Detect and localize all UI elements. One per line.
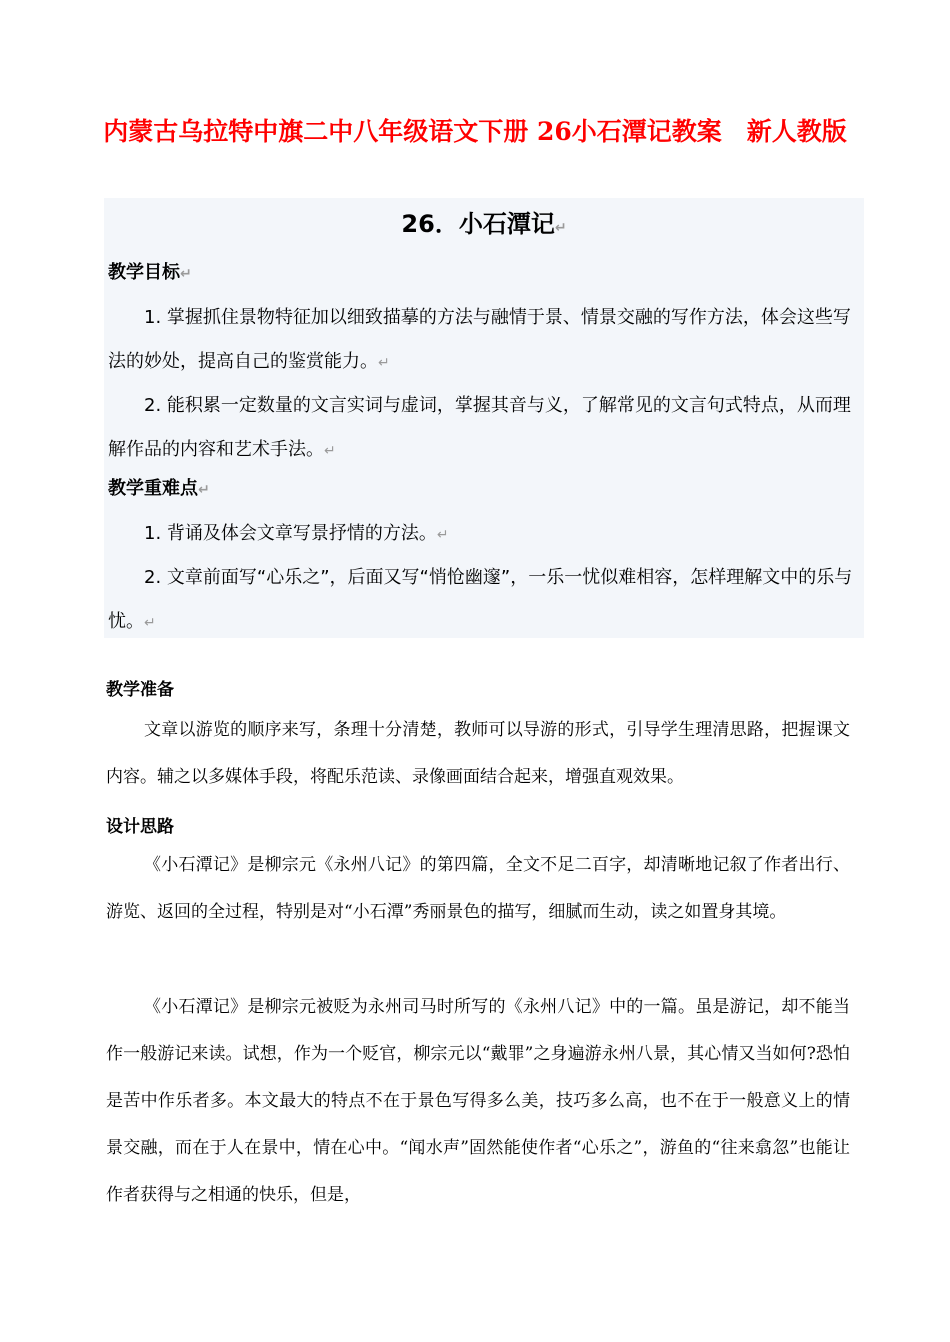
document-title: 内蒙古乌拉特中旗二中八年级语文下册 26小石潭记教案 新人教版 — [103, 117, 847, 146]
goal-item-1: 1. 掌握抓住景物特征加以细致描摹的方法与融情于景、情景交融的写作方法，体会这些写法的妙处，提高自己的鉴赏能力。↵ — [108, 307, 851, 372]
scanned-lesson-image — [104, 198, 864, 638]
paragraph-mark: ↵ — [554, 220, 567, 236]
key-points-heading: 教学重难点↵ — [108, 478, 210, 499]
goal-item-2: 2. 能积累一定数量的文言实词与虚词，掌握其音与义，了解常见的文言句式特点，从而理解作品的内容和艺术手法。↵ — [108, 395, 851, 460]
design-paragraph-2: 《小石潭记》是柳宗元被贬为永州司马时所写的《永州八记》中的一篇。虽是游记，却不能当作一般游记来读。试想，作为一个贬官，柳宗元以“戴罪”之身遍游永州八景，其心情又当如何?恐怕是苦中作乐者多。本文最大的特点不在于景色写得多么美，技巧多么高，也不在于一般意义上的情景交融，而在于人在景中，情在心中。“闻水声”固然能使作者“心乐之”，游鱼的“往来翕忽”也能让作者获得与之相通的快乐，但是， — [106, 997, 850, 1205]
lesson-title: 26．小石潭记↵ — [401, 210, 567, 238]
goals-heading: 教学目标↵ — [108, 262, 192, 283]
key-point-2: 2. 文章前面写“心乐之”，后面又写“悄怆幽邃”，一乐一忧似难相容，怎样理解文中的乐与忧。↵ — [108, 567, 853, 632]
design-paragraph-1: 《小石潭记》是柳宗元《永州八记》的第四篇，全文不足二百字，却清晰地记叙了作者出行、游览、返回的全过程，特别是对“小石潭”秀丽景色的描写，细腻而生动，读之如置身其境。 — [106, 855, 850, 922]
key-point-1: 1. 背诵及体会文章写景抒情的方法。↵ — [144, 523, 449, 544]
prep-text: 文章以游览的顺序来写，条理十分清楚，教师可以导游的形式，引导学生理清思路，把握课文内容。辅之以多媒体手段，将配乐范读、录像画面结合起来，增强直观效果。 — [106, 720, 850, 787]
design-heading: 设计思路 — [106, 817, 174, 837]
prep-heading: 教学准备 — [106, 680, 174, 700]
